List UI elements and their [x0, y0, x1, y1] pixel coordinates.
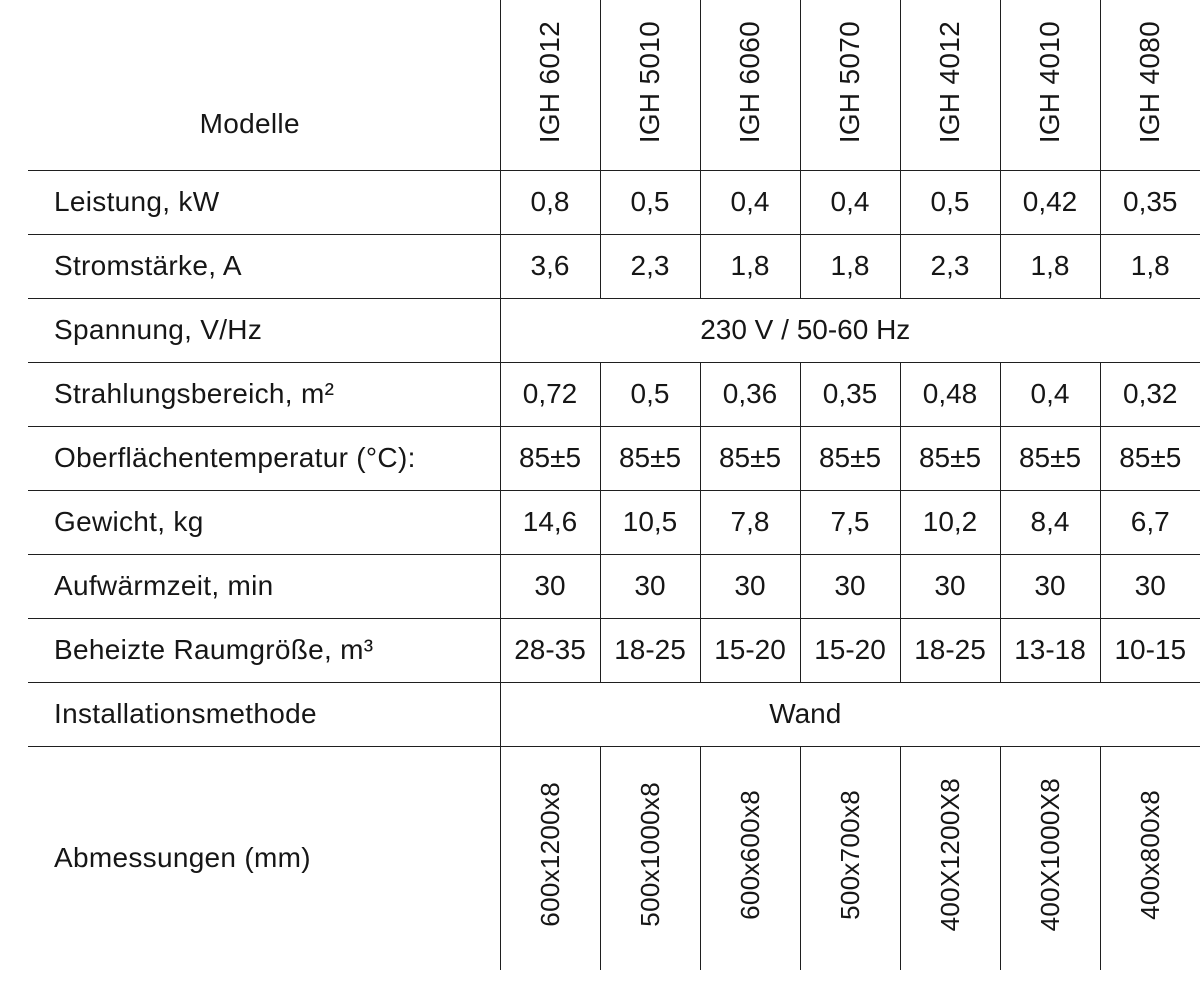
value-cell: 30 [900, 554, 1000, 618]
value-cell: 28-35 [500, 618, 600, 682]
table-row-oberflaechentemperatur [0, 426, 1200, 490]
row-label: Leistung, kW [0, 170, 500, 234]
model-header [900, 0, 1000, 170]
value-cell: 2,3 [600, 234, 700, 298]
value-cell: 1,8 [700, 234, 800, 298]
value-cell: 0,35 [1100, 170, 1200, 234]
model-header-label: IGH 6060 [734, 21, 765, 144]
model-header-label: IGH 6012 [534, 21, 565, 144]
value-cell: 30 [1000, 554, 1100, 618]
value-cell: 85±5 [600, 426, 700, 490]
value-cell: 6,7 [1100, 490, 1200, 554]
value-cell: 30 [1100, 554, 1200, 618]
value-cell: 85±5 [500, 426, 600, 490]
dimension-value: 400X1200X8 [934, 778, 965, 932]
value-cell: 85±5 [800, 426, 900, 490]
row-label: Strahlungsbereich, m² [0, 362, 500, 426]
header-row [0, 0, 1200, 170]
model-header [1100, 0, 1200, 170]
merged-value-cell: Wand [500, 682, 1200, 746]
model-header [600, 0, 700, 170]
row-label: Spannung, V/Hz [0, 298, 500, 362]
row-label: Abmessungen (mm) [0, 746, 500, 970]
dimension-value: 600x600x8 [734, 789, 765, 920]
value-cell: 0,4 [800, 170, 900, 234]
value-cell: 0,72 [500, 362, 600, 426]
value-cell: 8,4 [1000, 490, 1100, 554]
dimension-cell [700, 746, 800, 970]
value-cell: 0,4 [700, 170, 800, 234]
value-cell: 0,5 [900, 170, 1000, 234]
value-cell: 3,6 [500, 234, 600, 298]
table-row-strahlungsbereich [0, 362, 1200, 426]
value-cell: 0,8 [500, 170, 600, 234]
value-cell: 0,4 [1000, 362, 1100, 426]
value-cell: 1,8 [1100, 234, 1200, 298]
dimension-value: 500x700x8 [834, 789, 865, 920]
value-cell: 1,8 [800, 234, 900, 298]
table-row-gewicht [0, 490, 1200, 554]
value-cell: 18-25 [900, 618, 1000, 682]
model-header [700, 0, 800, 170]
value-cell: 85±5 [1100, 426, 1200, 490]
value-cell: 2,3 [900, 234, 1000, 298]
model-header-label: IGH 4010 [1034, 21, 1065, 144]
table-row-spannung [0, 298, 1200, 362]
table-row-raumgroesse [0, 618, 1200, 682]
row-label: Gewicht, kg [0, 490, 500, 554]
value-cell: 0,48 [900, 362, 1000, 426]
table-row-stromstaerke [0, 234, 1200, 298]
table-row-installationsmethode [0, 682, 1200, 746]
dimension-cell [1100, 746, 1200, 970]
model-header [1000, 0, 1100, 170]
row-label: Beheizte Raumgröße, m³ [0, 618, 500, 682]
value-cell: 15-20 [800, 618, 900, 682]
value-cell: 7,5 [800, 490, 900, 554]
dimension-cell [800, 746, 900, 970]
corner-header-label: Modelle [199, 107, 300, 139]
table-row-aufwaermzeit [0, 554, 1200, 618]
value-cell: 85±5 [700, 426, 800, 490]
value-cell: 0,5 [600, 170, 700, 234]
row-label: Stromstärke, A [0, 234, 500, 298]
value-cell: 15-20 [700, 618, 800, 682]
row-label: Installationsmethode [0, 682, 500, 746]
model-header [500, 0, 600, 170]
value-cell: 0,42 [1000, 170, 1100, 234]
value-cell: 85±5 [900, 426, 1000, 490]
value-cell: 0,36 [700, 362, 800, 426]
value-cell: 1,8 [1000, 234, 1100, 298]
value-cell: 10,5 [600, 490, 700, 554]
value-cell: 0,5 [600, 362, 700, 426]
value-cell: 10,2 [900, 490, 1000, 554]
model-header [800, 0, 900, 170]
table-row-abmessungen [0, 746, 1200, 970]
value-cell: 0,35 [800, 362, 900, 426]
model-header-label: IGH 5010 [634, 21, 665, 144]
dimension-cell [900, 746, 1000, 970]
row-label: Oberflächentemperatur (°C): [0, 426, 500, 490]
value-cell: 0,32 [1100, 362, 1200, 426]
row-label: Aufwärmzeit, min [0, 554, 500, 618]
dimension-cell [600, 746, 700, 970]
dimension-value: 600x1200x8 [534, 782, 565, 928]
dimension-cell [500, 746, 600, 970]
dimension-value: 400x800x8 [1134, 789, 1165, 920]
value-cell: 7,8 [700, 490, 800, 554]
dimension-value: 400X1000X8 [1034, 778, 1065, 932]
value-cell: 10-15 [1100, 618, 1200, 682]
value-cell: 30 [700, 554, 800, 618]
value-cell: 30 [800, 554, 900, 618]
model-header-label: IGH 4080 [1134, 21, 1166, 144]
merged-value-cell: 230 V / 50-60 Hz [500, 298, 1200, 362]
value-cell: 14,6 [500, 490, 600, 554]
model-header-label: IGH 4012 [934, 21, 965, 144]
value-cell: 85±5 [1000, 426, 1100, 490]
corner-header [0, 0, 500, 170]
value-cell: 30 [600, 554, 700, 618]
dimension-value: 500x1000x8 [634, 782, 665, 928]
dimension-cell [1000, 746, 1100, 970]
value-cell: 13-18 [1000, 618, 1100, 682]
value-cell: 30 [500, 554, 600, 618]
model-header-label: IGH 5070 [834, 21, 865, 144]
table-row-leistung [0, 170, 1200, 234]
value-cell: 18-25 [600, 618, 700, 682]
